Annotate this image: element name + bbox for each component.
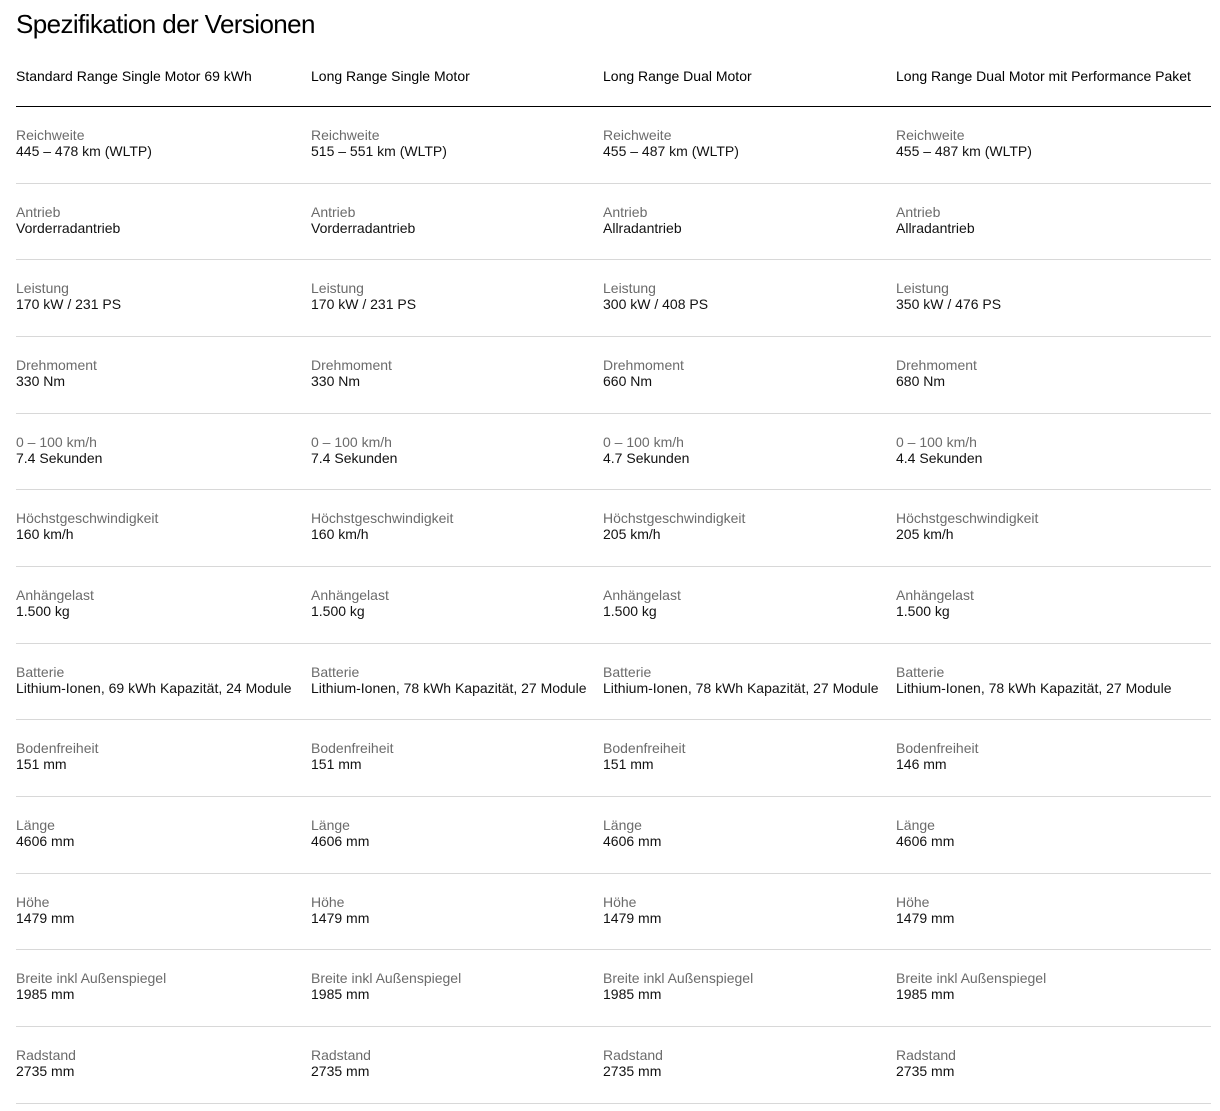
spec-value: Vorderradantrieb bbox=[311, 219, 416, 236]
spec-value: 170 kW / 231 PS bbox=[16, 296, 122, 313]
spec-label: Bodenfreiheit bbox=[311, 740, 394, 757]
spec-cell bbox=[896, 1027, 1211, 1103]
spec-label: Höhe bbox=[896, 893, 930, 910]
spec-label: Antrieb bbox=[311, 203, 356, 220]
spec-value: 330 Nm bbox=[311, 372, 361, 389]
spec-cell bbox=[311, 874, 603, 950]
spec-cell bbox=[16, 260, 311, 336]
spec-value: 515 – 551 km (WLTP) bbox=[311, 143, 447, 159]
spec-label: Drehmoment bbox=[16, 356, 97, 373]
spec-value: 4.7 Sekunden bbox=[603, 449, 690, 466]
spec-cell bbox=[311, 184, 603, 260]
spec-cell bbox=[603, 874, 896, 950]
spec-cell bbox=[16, 490, 311, 566]
spec-value: 170 kW / 231 PS bbox=[311, 296, 417, 313]
spec-value: 151 mm bbox=[311, 756, 362, 773]
spec-cell bbox=[603, 414, 896, 490]
spec-cell bbox=[603, 567, 896, 643]
spec-value: 1.500 kg bbox=[311, 602, 365, 619]
spec-label: Höchstgeschwindigkeit bbox=[896, 510, 1039, 527]
spec-cell bbox=[311, 644, 603, 720]
spec-row bbox=[16, 950, 1211, 1027]
spec-cell bbox=[603, 490, 896, 566]
spec-label: Höhe bbox=[311, 893, 345, 910]
version-header: Long Range Dual Motor mit Performance Paket bbox=[896, 68, 1191, 84]
spec-value: 1479 mm bbox=[16, 909, 75, 926]
spec-cell bbox=[896, 720, 1211, 796]
spec-value: 205 km/h bbox=[896, 526, 954, 543]
spec-cell bbox=[603, 107, 896, 183]
spec-value: Vorderradantrieb bbox=[16, 219, 121, 236]
spec-cell bbox=[16, 797, 311, 873]
spec-label: Höchstgeschwindigkeit bbox=[603, 510, 746, 527]
spec-value: 1.500 kg bbox=[896, 602, 950, 619]
version-header-row bbox=[16, 60, 1211, 107]
spec-value: 160 km/h bbox=[16, 526, 74, 543]
spec-label: Anhängelast bbox=[896, 586, 974, 603]
spec-cell bbox=[896, 644, 1211, 720]
spec-value: 1985 mm bbox=[603, 986, 662, 1003]
spec-value: 455 – 487 km (WLTP) bbox=[896, 143, 1032, 159]
spec-cell bbox=[896, 567, 1211, 643]
spec-value: 160 km/h bbox=[311, 526, 369, 543]
spec-label: Länge bbox=[311, 816, 350, 833]
spec-cell bbox=[603, 184, 896, 260]
spec-cell bbox=[603, 337, 896, 413]
spec-label: Leistung bbox=[896, 280, 949, 297]
spec-cell bbox=[896, 107, 1211, 183]
spec-value: Lithium-Ionen, 78 kWh Kapazität, 27 Module bbox=[311, 679, 587, 696]
spec-label: Höchstgeschwindigkeit bbox=[311, 510, 454, 527]
spec-cell bbox=[603, 1027, 896, 1103]
spec-label: Radstand bbox=[311, 1046, 371, 1063]
spec-label: Länge bbox=[603, 816, 642, 833]
spec-value: 455 – 487 km (WLTP) bbox=[603, 143, 739, 159]
version-header: Long Range Dual Motor bbox=[603, 68, 752, 84]
spec-value: 151 mm bbox=[603, 756, 654, 773]
spec-value: 330 Nm bbox=[16, 372, 66, 389]
spec-rows bbox=[16, 107, 1211, 1104]
spec-cell bbox=[16, 1027, 311, 1103]
spec-cell bbox=[16, 874, 311, 950]
spec-label: Drehmoment bbox=[896, 356, 977, 373]
spec-label: Anhängelast bbox=[16, 586, 94, 603]
spec-cell bbox=[311, 1027, 603, 1103]
spec-cell bbox=[896, 260, 1211, 336]
spec-row bbox=[16, 797, 1211, 874]
spec-value: 445 – 478 km (WLTP) bbox=[16, 143, 152, 159]
spec-value: 680 Nm bbox=[896, 372, 946, 389]
spec-label: Breite inkl Außenspiegel bbox=[603, 970, 754, 987]
spec-value: 1.500 kg bbox=[16, 602, 70, 619]
spec-label: Reichweite bbox=[16, 127, 85, 143]
spec-cell bbox=[311, 950, 603, 1026]
spec-label: Drehmoment bbox=[311, 356, 392, 373]
spec-cell bbox=[896, 337, 1211, 413]
spec-cell bbox=[311, 337, 603, 413]
spec-label: Batterie bbox=[603, 663, 652, 680]
spec-label: Reichweite bbox=[896, 127, 965, 143]
spec-cell bbox=[603, 797, 896, 873]
spec-value: Lithium-Ionen, 78 kWh Kapazität, 27 Module bbox=[603, 679, 879, 696]
version-header: Standard Range Single Motor 69 kWh bbox=[16, 68, 252, 84]
spec-value: 2735 mm bbox=[603, 1062, 662, 1079]
spec-cell bbox=[896, 874, 1211, 950]
spec-label: Leistung bbox=[311, 280, 364, 297]
spec-value: 1985 mm bbox=[16, 986, 75, 1003]
spec-value: 350 kW / 476 PS bbox=[896, 296, 1002, 313]
spec-cell bbox=[16, 950, 311, 1026]
spec-cell bbox=[311, 567, 603, 643]
spec-cell bbox=[603, 644, 896, 720]
spec-label: Leistung bbox=[603, 280, 656, 297]
spec-cell bbox=[311, 797, 603, 873]
spec-cell bbox=[896, 950, 1211, 1026]
spec-cell bbox=[896, 490, 1211, 566]
spec-cell bbox=[311, 260, 603, 336]
spec-label: 0 – 100 km/h bbox=[896, 433, 977, 450]
spec-value: 2735 mm bbox=[16, 1062, 75, 1079]
spec-cell bbox=[896, 414, 1211, 490]
spec-cell bbox=[16, 567, 311, 643]
spec-label: Reichweite bbox=[603, 127, 672, 143]
spec-row bbox=[16, 490, 1211, 567]
spec-value: 146 mm bbox=[896, 756, 947, 773]
spec-label: Leistung bbox=[16, 280, 69, 297]
spec-value: 4606 mm bbox=[603, 832, 662, 849]
spec-cell bbox=[896, 797, 1211, 873]
spec-value: 1.500 kg bbox=[603, 602, 657, 619]
spec-table bbox=[16, 60, 1211, 1104]
spec-label: Höhe bbox=[16, 893, 50, 910]
spec-label: Bodenfreiheit bbox=[603, 740, 686, 757]
spec-cell bbox=[603, 720, 896, 796]
spec-label: Länge bbox=[16, 816, 55, 833]
spec-label: Antrieb bbox=[603, 203, 648, 220]
spec-cell bbox=[311, 107, 603, 183]
spec-label: Breite inkl Außenspiegel bbox=[16, 970, 167, 987]
spec-row bbox=[16, 337, 1211, 414]
spec-label: Anhängelast bbox=[603, 586, 681, 603]
spec-label: Reichweite bbox=[311, 127, 380, 143]
spec-value: 300 kW / 408 PS bbox=[603, 296, 709, 313]
spec-row bbox=[16, 414, 1211, 491]
spec-value: 1985 mm bbox=[311, 986, 370, 1003]
spec-label: Höhe bbox=[603, 893, 637, 910]
spec-value: 7.4 Sekunden bbox=[16, 449, 103, 466]
spec-label: Bodenfreiheit bbox=[16, 740, 99, 757]
spec-label: Höchstgeschwindigkeit bbox=[16, 510, 159, 527]
spec-cell bbox=[896, 184, 1211, 260]
spec-value: 660 Nm bbox=[603, 372, 653, 389]
spec-cell bbox=[603, 950, 896, 1026]
version-header: Long Range Single Motor bbox=[311, 68, 470, 84]
spec-label: Radstand bbox=[16, 1046, 76, 1063]
spec-label: Breite inkl Außenspiegel bbox=[896, 970, 1047, 987]
spec-cell bbox=[311, 414, 603, 490]
spec-value: 4606 mm bbox=[311, 832, 370, 849]
spec-value: Allradantrieb bbox=[896, 219, 975, 236]
spec-label: Radstand bbox=[896, 1046, 956, 1063]
spec-value: 1985 mm bbox=[896, 986, 955, 1003]
spec-label: Batterie bbox=[896, 663, 945, 680]
spec-value: Allradantrieb bbox=[603, 219, 682, 236]
spec-cell bbox=[16, 720, 311, 796]
spec-row bbox=[16, 644, 1211, 721]
spec-row bbox=[16, 184, 1211, 261]
spec-value: Lithium-Ionen, 78 kWh Kapazität, 27 Module bbox=[896, 679, 1172, 696]
spec-cell bbox=[311, 490, 603, 566]
spec-value: 2735 mm bbox=[896, 1062, 955, 1079]
spec-row bbox=[16, 720, 1211, 797]
page-title: Spezifikation der Versionen bbox=[16, 9, 315, 39]
spec-cell bbox=[16, 337, 311, 413]
spec-row bbox=[16, 567, 1211, 644]
spec-cell bbox=[311, 720, 603, 796]
spec-row bbox=[16, 260, 1211, 337]
spec-cell bbox=[603, 260, 896, 336]
spec-value: 4.4 Sekunden bbox=[896, 449, 983, 466]
spec-label: Radstand bbox=[603, 1046, 663, 1063]
spec-label: Bodenfreiheit bbox=[896, 740, 979, 757]
spec-row bbox=[16, 1027, 1211, 1104]
spec-row bbox=[16, 874, 1211, 951]
spec-value: 4606 mm bbox=[16, 832, 75, 849]
spec-value: 1479 mm bbox=[896, 909, 955, 926]
spec-value: 4606 mm bbox=[896, 832, 955, 849]
spec-row bbox=[16, 107, 1211, 184]
spec-label: Batterie bbox=[311, 663, 360, 680]
spec-label: Länge bbox=[896, 816, 935, 833]
spec-value: 151 mm bbox=[16, 756, 67, 773]
spec-value: Lithium-Ionen, 69 kWh Kapazität, 24 Module bbox=[16, 679, 292, 696]
spec-value: 1479 mm bbox=[603, 909, 662, 926]
spec-cell bbox=[16, 184, 311, 260]
spec-label: Antrieb bbox=[16, 203, 61, 220]
spec-value: 2735 mm bbox=[311, 1062, 370, 1079]
spec-value: 1479 mm bbox=[311, 909, 370, 926]
spec-cell bbox=[16, 644, 311, 720]
spec-cell bbox=[16, 107, 311, 183]
spec-label: Anhängelast bbox=[311, 586, 389, 603]
spec-value: 205 km/h bbox=[603, 526, 661, 543]
spec-label: Batterie bbox=[16, 663, 65, 680]
spec-label: Antrieb bbox=[896, 203, 941, 220]
spec-label: 0 – 100 km/h bbox=[311, 433, 392, 450]
spec-label: Breite inkl Außenspiegel bbox=[311, 970, 462, 987]
spec-label: 0 – 100 km/h bbox=[603, 433, 684, 450]
spec-label: 0 – 100 km/h bbox=[16, 433, 97, 450]
spec-value: 7.4 Sekunden bbox=[311, 449, 398, 466]
spec-cell bbox=[16, 414, 311, 490]
spec-label: Drehmoment bbox=[603, 356, 684, 373]
